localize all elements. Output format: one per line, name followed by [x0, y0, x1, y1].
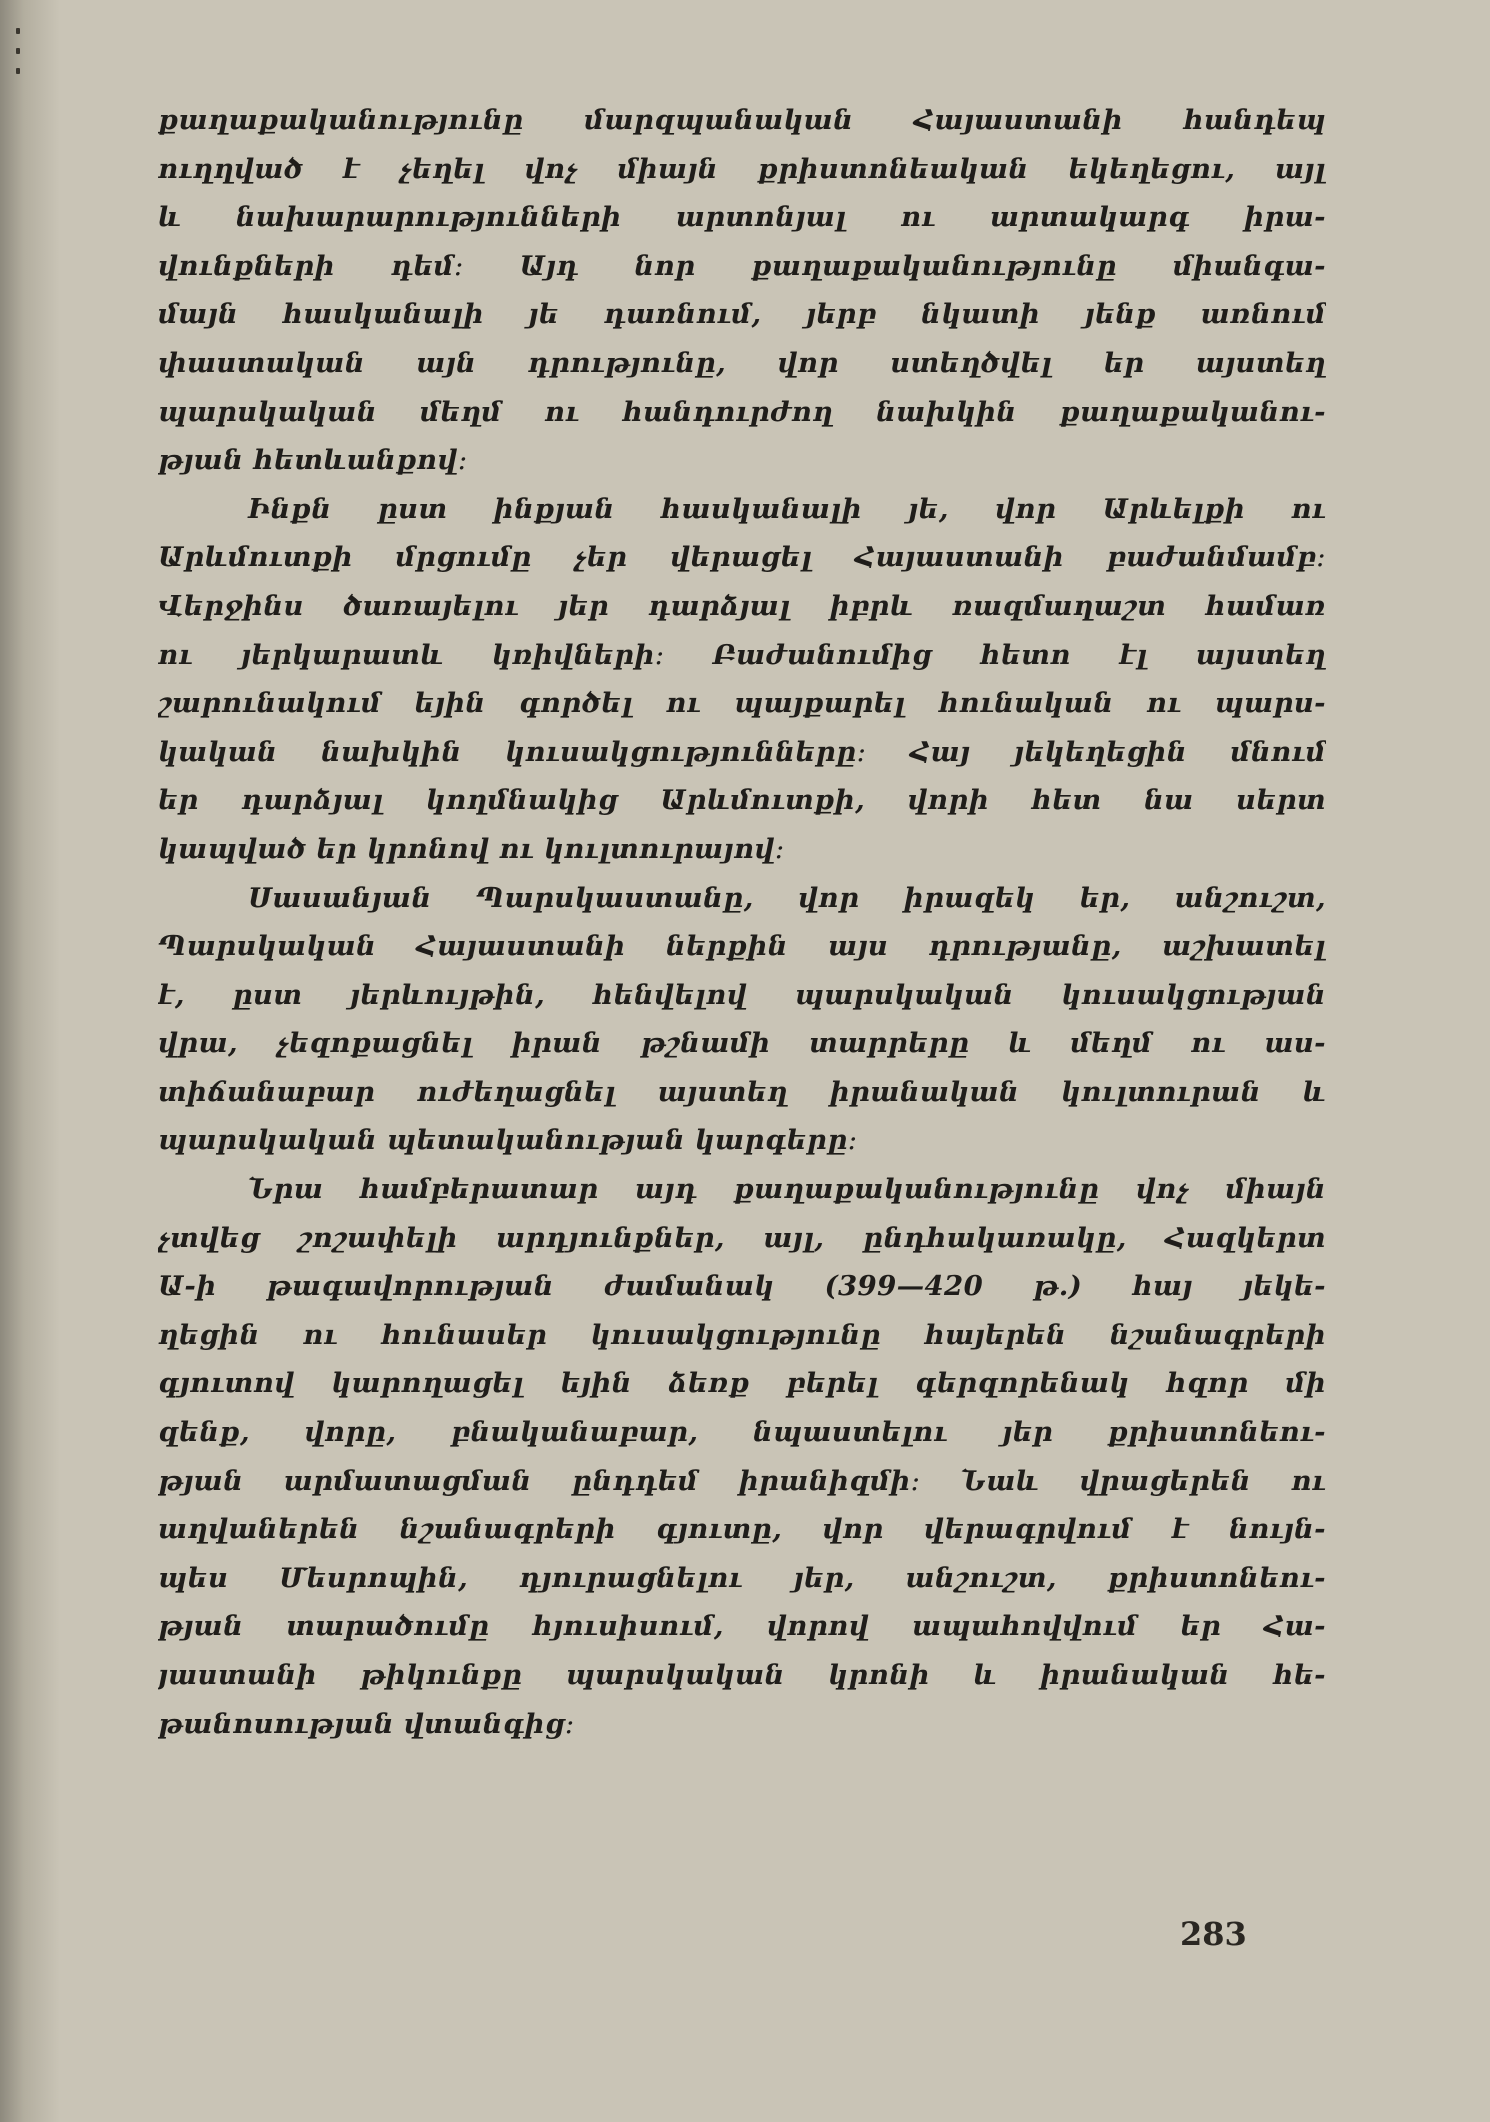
text-line: ու յերկարատև կռիվների։ Բաժանումից հետո էլ այստեղ [158, 638, 1326, 671]
text-line: պարսկական պետականության կարգերը։ [158, 1124, 858, 1157]
text-line: տիճանաբար ուժեղացնել այստեղ իրանական կուլտուրան և [158, 1075, 1326, 1108]
text-line: Ինքն ըստ ինքյան հասկանալի յե, վոր Արևելքի ու [248, 492, 1326, 525]
text-line: շարունակում եյին գործել ու պայքարել հունական ու պարս- [158, 687, 1326, 720]
text-line: ուղղված է չեղել վոչ միայն քրիստոնեական եկեղեցու, այլ [158, 152, 1326, 185]
spine-shadow [0, 0, 60, 2122]
text-line: թյան տարածումը հյուսիսում, վորով ապահովվում եր Հա- [158, 1610, 1326, 1643]
text-line: վրա, չեզոքացնել իրան թշնամի տարրերը և մեղմ ու աս- [158, 1027, 1326, 1060]
text-line: Վերջինս ծառայելու յեր դարձյալ իբրև ռազմաղաշտ համառ [158, 589, 1326, 622]
text-line: գյուտով կարողացել եյին ձեռք բերել գերզորենակ հզոր մի [158, 1367, 1326, 1400]
text-line: պես Մեսրոպին, դյուրացնելու յեր, անշուշտ, քրիստոնեու- [158, 1561, 1326, 1594]
text-line: Արևմուտքի մրցումը չեր վերացել Հայաստանի բաժանմամբ։ [158, 541, 1326, 574]
text-line: ղեցին ու հունասեր կուսակցությունը հայերեն նշանագրերի [158, 1318, 1326, 1351]
text-line: վունքների դեմ։ Այդ նոր քաղաքականությունը միանգա- [158, 249, 1326, 282]
page-number: 283 [1180, 1915, 1247, 1953]
text-line: է, ըստ յերևույթին, հենվելով պարսկական կուսակցության [158, 978, 1326, 1011]
text-line: պարսկական մեղմ ու հանդուրժող նախկին քաղաքականու- [158, 395, 1326, 428]
text-line: զենք, վորը, բնականաբար, նպաստելու յեր քրիստոնեու- [158, 1416, 1326, 1449]
text-line: աղվաներեն նշանագրերի գյուտը, վոր վերագրվում է նույն- [158, 1513, 1326, 1546]
text-line: թյան հետևանքով։ [158, 444, 468, 477]
text-line: յաստանի թիկունքը պարսկական կրոնի և իրանական հե- [158, 1659, 1326, 1691]
text-line: փաստական այն դրությունը, վոր ստեղծվել եր այստեղ [158, 346, 1326, 379]
text-line: և նախարարությունների արտոնյալ ու արտակարգ իրա- [158, 201, 1326, 234]
text-line: կապված եր կրոնով ու կուլտուրայով։ [158, 832, 785, 865]
text-line: թյան արմատացման ընդդեմ իրանիզմի։ Նաև վրացերեն ու [158, 1464, 1326, 1497]
text-line: Նրա համբերատար այդ քաղաքականությունը վոչ միայն [248, 1173, 1326, 1206]
text-line: Սասանյան Պարսկաստանը, վոր իրազեկ եր, անշուշտ, [248, 881, 1326, 914]
text-line: Ա-ի թագավորության ժամանակ (399—420 թ.) հայ յեկե- [158, 1270, 1326, 1303]
text-line: Պարսկական Հայաստանի ներքին այս դրությանը, աշխատել [158, 930, 1326, 963]
text-line: թանոսության վտանգից։ [158, 1707, 575, 1740]
spine-stitch-marks [16, 28, 22, 98]
text-line: չտվեց շոշափելի արդյունքներ, այլ, ընդհակառակը, Հազկերտ [158, 1221, 1326, 1254]
body-text [158, 96, 1326, 1748]
text-line: եր դարձյալ կողմնակից Արևմուտքի, վորի հետ նա սերտ [158, 784, 1326, 817]
text-line: մայն հասկանալի յե դառնում, յերբ նկատի յենք առնում [158, 298, 1326, 331]
text-line: քաղաքականությունը մարզպանական Հայաստանի հանդեպ [158, 104, 1326, 136]
text-line: կական նախկին կուսակցությունները։ Հայ յեկեղեցին մնում [158, 735, 1326, 768]
